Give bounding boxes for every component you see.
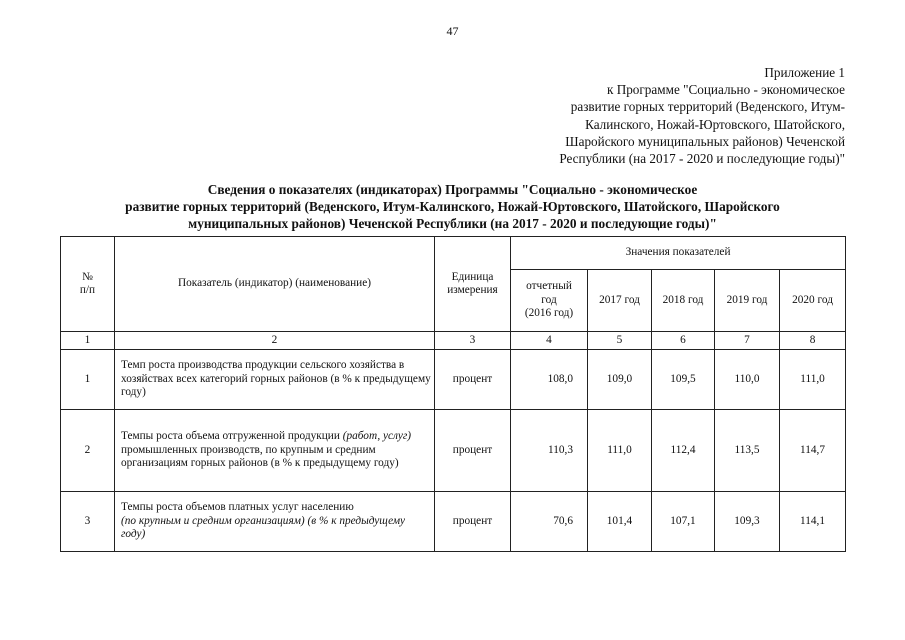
table-row: [61, 410, 846, 492]
row-value-2020: 114,1: [780, 492, 846, 552]
header-base-year: отчетный год (2016 год): [511, 270, 588, 332]
column-number: 4: [511, 332, 588, 350]
column-number-row: [61, 332, 846, 350]
row-value-2018: 112,4: [652, 410, 715, 492]
page-number: 47: [446, 24, 459, 38]
title-line: муниципальных районов) Чеченской Республики (на 2017 - 2020 и последующие годы)": [188, 216, 717, 231]
row-indicator: Темпы роста объемов платных услуг населению (по крупным и средним организациям) (в % к предыдущему году): [115, 492, 435, 552]
indicators-table: [60, 236, 846, 552]
row-value-2017: 101,4: [588, 492, 652, 552]
column-number: 5: [588, 332, 652, 350]
row-value-base: 108,0: [511, 350, 588, 410]
header-year-2017: 2017 год: [588, 270, 652, 332]
row-value-2017: 109,0: [588, 350, 652, 410]
row-value-2020: 111,0: [780, 350, 846, 410]
column-number: 7: [715, 332, 780, 350]
row-value-2018: 107,1: [652, 492, 715, 552]
appendix-line: к Программе "Социально - экономическое: [606, 82, 845, 98]
appendix-line: Приложение 1: [764, 65, 845, 80]
row-num: 1: [61, 350, 115, 410]
column-number: 2: [115, 332, 435, 350]
appendix-line: развитие горных территорий (Веденского, Итум-: [570, 99, 845, 115]
column-number: 3: [435, 332, 511, 350]
row-value-base: 110,3: [511, 410, 588, 492]
row-value-2020: 114,7: [780, 410, 846, 492]
row-indicator: Темп роста производства продукции сельского хозяйства в хозяйствах всех категорий горных районов (в % к предыдущему году): [115, 350, 435, 410]
row-value-2019: 110,0: [715, 350, 780, 410]
appendix-header: [485, 64, 845, 167]
row-unit: процент: [435, 350, 511, 410]
header-num: № п/п: [61, 237, 115, 332]
row-value-2017: 111,0: [588, 410, 652, 492]
row-value-2019: 109,3: [715, 492, 780, 552]
document-title: [0, 181, 905, 232]
column-number: 6: [652, 332, 715, 350]
column-number: 8: [780, 332, 846, 350]
row-num: 3: [61, 492, 115, 552]
row-num: 2: [61, 410, 115, 492]
row-value-2018: 109,5: [652, 350, 715, 410]
header-unit: Единица измерения: [435, 237, 511, 332]
row-value-2019: 113,5: [715, 410, 780, 492]
table-row: [61, 350, 846, 410]
row-unit: процент: [435, 492, 511, 552]
appendix-line: Республики (на 2017 - 2020 и последующие годы)": [559, 151, 845, 167]
appendix-line: Шаройского муниципальных районов) Чеченской: [565, 133, 845, 149]
header-year-2019: 2019 год: [715, 270, 780, 332]
header-values-group: Значения показателей: [511, 237, 846, 270]
title-line: развитие горных территорий (Веденского, Итум-Калинского, Ножай-Юртовского, Шатойского, Шаройского: [125, 199, 780, 214]
header-year-2020: 2020 год: [780, 270, 846, 332]
row-unit: процент: [435, 410, 511, 492]
table-row: [61, 492, 846, 552]
appendix-line: Калинского, Ножай-Юртовского, Шатойского,: [585, 116, 845, 132]
row-indicator: Темпы роста объема отгруженной продукции (работ, услуг) промышленных производств, по крупным и средним организациям горных районов (в % к предыдущему году): [115, 410, 435, 492]
row-value-base: 70,6: [511, 492, 588, 552]
header-year-2018: 2018 год: [652, 270, 715, 332]
title-line: Сведения о показателях (индикаторах) Программы "Социально - экономическое: [207, 182, 698, 197]
header-indicator: Показатель (индикатор) (наименование): [115, 237, 435, 332]
column-number: 1: [61, 332, 115, 350]
